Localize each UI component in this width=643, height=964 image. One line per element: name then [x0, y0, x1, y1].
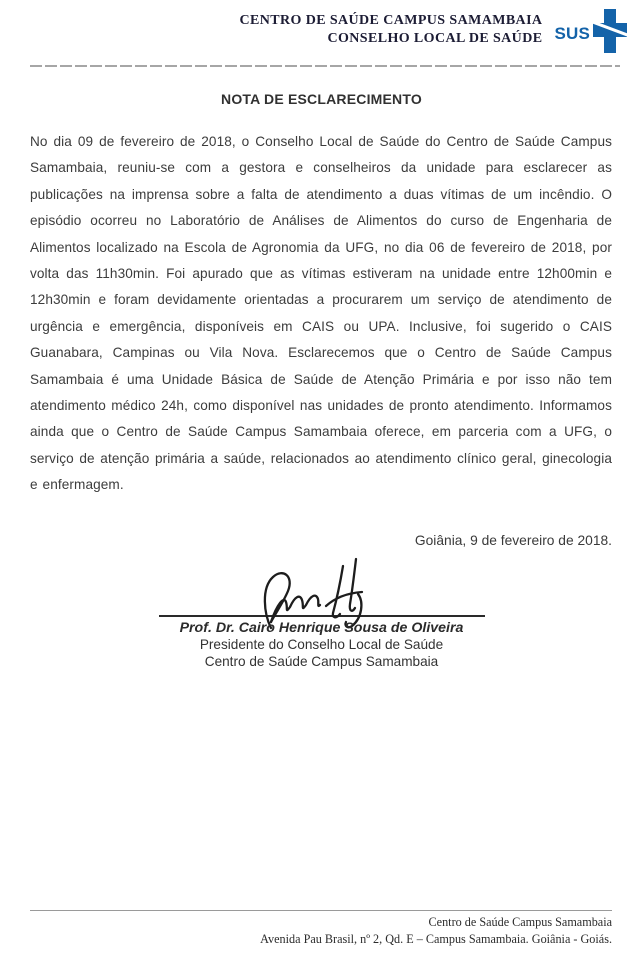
- sus-logo-text: SUS: [554, 24, 590, 43]
- header-line2: CONSELHO LOCAL DE SAÚDE: [327, 31, 543, 46]
- header-divider: [30, 65, 620, 67]
- header-line1: CENTRO DE SAÚDE CAMPUS SAMAMBAIA: [239, 13, 543, 28]
- signatory-name: Prof. Dr. Cairo Henrique Sousa de Oliveira: [179, 619, 464, 636]
- document-title: NOTA DE ESCLARECIMENTO: [221, 91, 422, 107]
- signature-block: [0, 552, 643, 671]
- signature-line: [159, 615, 485, 617]
- signature-scribble-icon: [247, 552, 397, 630]
- dateline: Goiânia, 9 de fevereiro de 2018.: [414, 532, 612, 548]
- sus-cross-icon: [593, 8, 627, 54]
- header-org-title: [240, 12, 543, 48]
- sus-logo: [554, 8, 627, 54]
- footer-line2: Avenida Pau Brasil, nº 2, Qd. E – Campus Samambaia. Goiânia - Goiás.: [260, 932, 612, 946]
- body-paragraph: No dia 09 de fevereiro de 2018, o Conselho Local de Saúde do Centro de Saúde Campus Samambaia, reuniu-se com a gestora e conselheiros da unidade para esclarecer as publicações na imprensa sobre a falta de atendimento a duas vítimas de um incêndio. O episódio ocorreu no Laboratório de Análises de Alimentos do curso de Engenharia de Alimentos localizado na Escola de Agronomia da UFG, no dia 06 de fevereiro de 2018, por volta das 11h30min. Foi apurado que as vítimas estiveram na unidade entre 12h00min e 12h30min e foram devidamente orientadas a procurarem um serviço de atendimento de urgência e emergência, disponíveis em CAIS ou UPA. Inclusive, foi sugerido o CAIS Guanabara, Campinas ou Vila Nova. Esclarecemos que o Centro de Saúde Campus Samambaia é uma Unidade Básica de Saúde de Atenção Primária e por isso não tem atendimento médico 24h, como disponível nas unidades de pronto atendimento. Informamos ainda que o Centro de Saúde Campus Samambaia oferece, em parceria com a UFG, o serviço de atenção primária a saúde, relacionados ao atendimento clínico geral, ginecologia e enfermagem.: [30, 134, 612, 493]
- signatory-role: Presidente do Conselho Local de Saúde: [199, 636, 444, 652]
- footer-line1: Centro de Saúde Campus Samambaia: [428, 915, 612, 929]
- document-header: [0, 0, 643, 54]
- signatory-org: Centro de Saúde Campus Samambaia: [204, 654, 439, 670]
- footer-divider: [30, 910, 612, 911]
- document-footer: [30, 910, 612, 948]
